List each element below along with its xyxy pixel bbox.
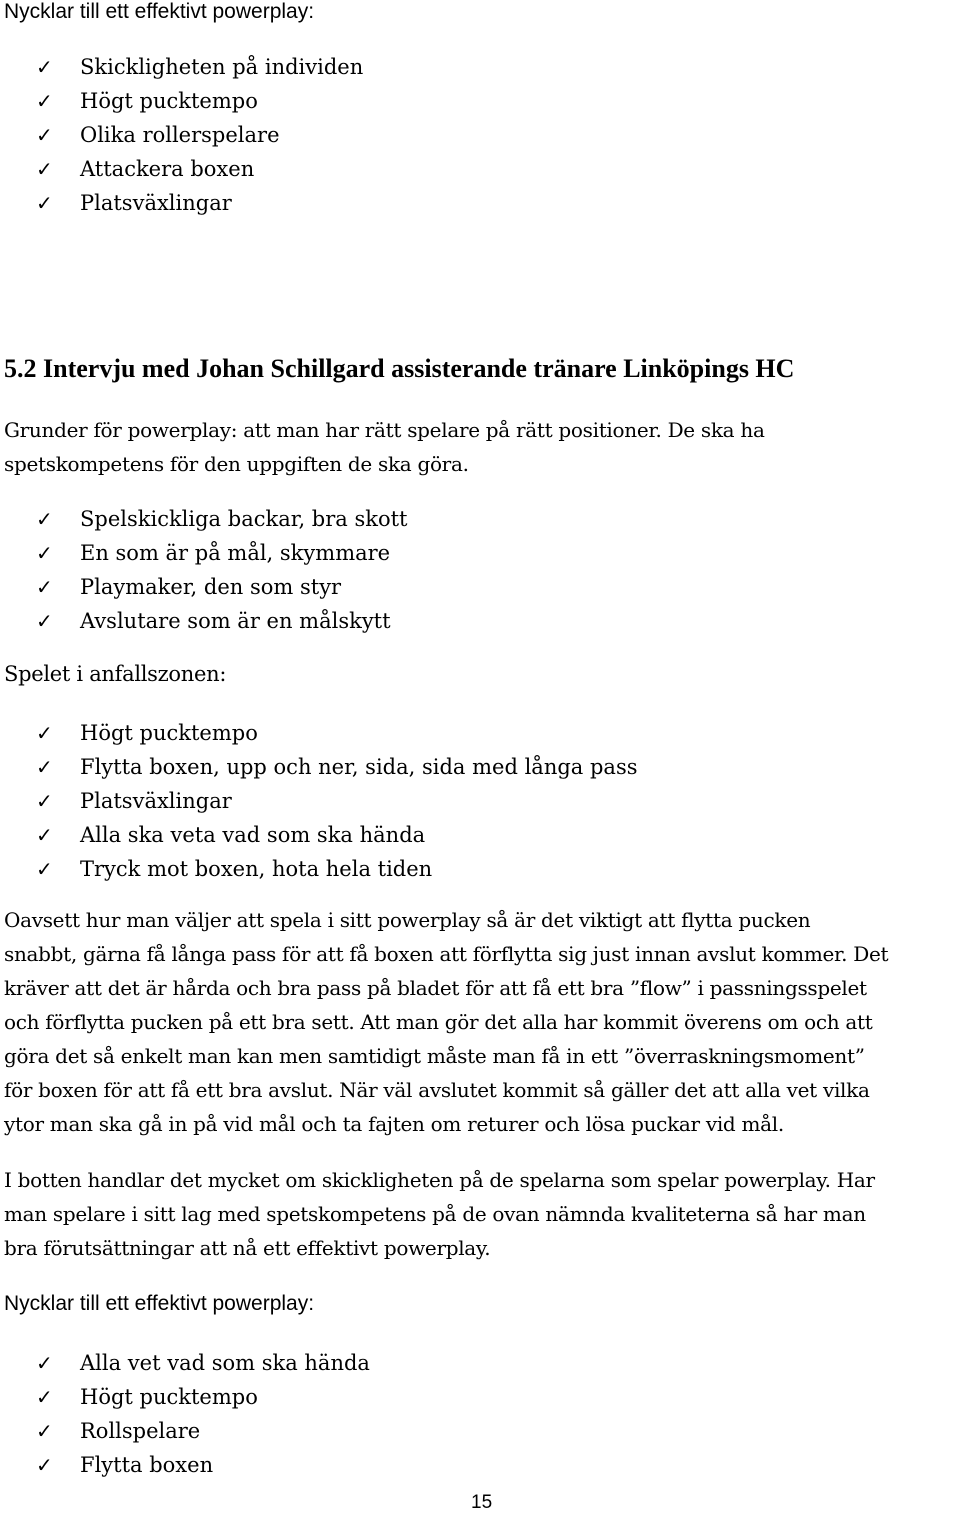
checkmark-icon: ✓ [36,157,53,181]
paragraph-line: och förflytta pucken på ett bra sett. Att man gör det alla har kommit överens om och att [4,1010,873,1034]
paragraph-line: för boxen för att få ett bra avslut. När väl avslutet kommit så gäller det att alla vet vilka [4,1078,870,1102]
paragraph-line: Oavsett hur man väljer att spela i sitt powerplay så är det viktigt att flytta pucken [4,908,811,932]
checkmark-icon: ✓ [36,721,53,745]
checkmark-icon: ✓ [36,123,53,147]
paragraph-line: snabbt, gärna få långa pass för att få boxen att förflytta sig just innan avslut kommer. Det [4,942,889,966]
checkmark-icon: ✓ [36,191,53,215]
heading-keys-2: Nycklar till ett effektivt powerplay: [4,1292,315,1315]
paragraph-line: man spelare i sitt lag med spetskompetens på de ovan nämnda kvaliteterna så har man [4,1202,866,1226]
checkmark-icon: ✓ [36,1351,53,1375]
section-title: 5.2 Intervju med Johan Schillgard assisterande tränare Linköpings HC [4,354,795,383]
page-number: 15 [471,1492,493,1513]
heading-keys-1: Nycklar till ett effektivt powerplay: [4,0,315,23]
checkmark-icon: ✓ [36,755,53,779]
checkmark-icon: ✓ [36,789,53,813]
checkmark-icon: ✓ [36,55,53,79]
checkmark-icon: ✓ [36,1419,53,1443]
paragraph-line: göra det så enkelt man kan men samtidigt måste man få in ett ”överraskningsmoment” [4,1044,865,1068]
checkmark-icon: ✓ [36,1453,53,1477]
paragraph-line: I botten handlar det mycket om skickligheten på de spelarna som spelar powerplay. Har [4,1168,875,1192]
checkmark-icon: ✓ [36,575,53,599]
intro-line: spetskompetens för den uppgiften de ska göra. [4,452,469,476]
checkmark-icon: ✓ [36,823,53,847]
paragraph-line: ytor man ska gå in på vid mål och ta fajten om returer och lösa puckar vid mål. [4,1112,784,1136]
paragraph-line: kräver att det är hårda och bra pass på bladet för att få ett bra ”flow” i passningsspelet [4,976,867,1000]
checkmark-icon: ✓ [36,89,53,113]
checkmark-icon: ✓ [36,857,53,881]
checkmark-icon: ✓ [36,609,53,633]
paragraph-line: bra förutsättningar att nå ett effektivt powerplay. [4,1236,491,1260]
checkmark-icon: ✓ [36,507,53,531]
checkmark-icon: ✓ [36,541,53,565]
intro-line: Grunder för powerplay: att man har rätt spelare på rätt positioner. De ska ha [4,418,765,442]
checkmark-icon: ✓ [36,1385,53,1409]
subheading-attack-zone: Spelet i anfallszonen: [4,662,227,686]
